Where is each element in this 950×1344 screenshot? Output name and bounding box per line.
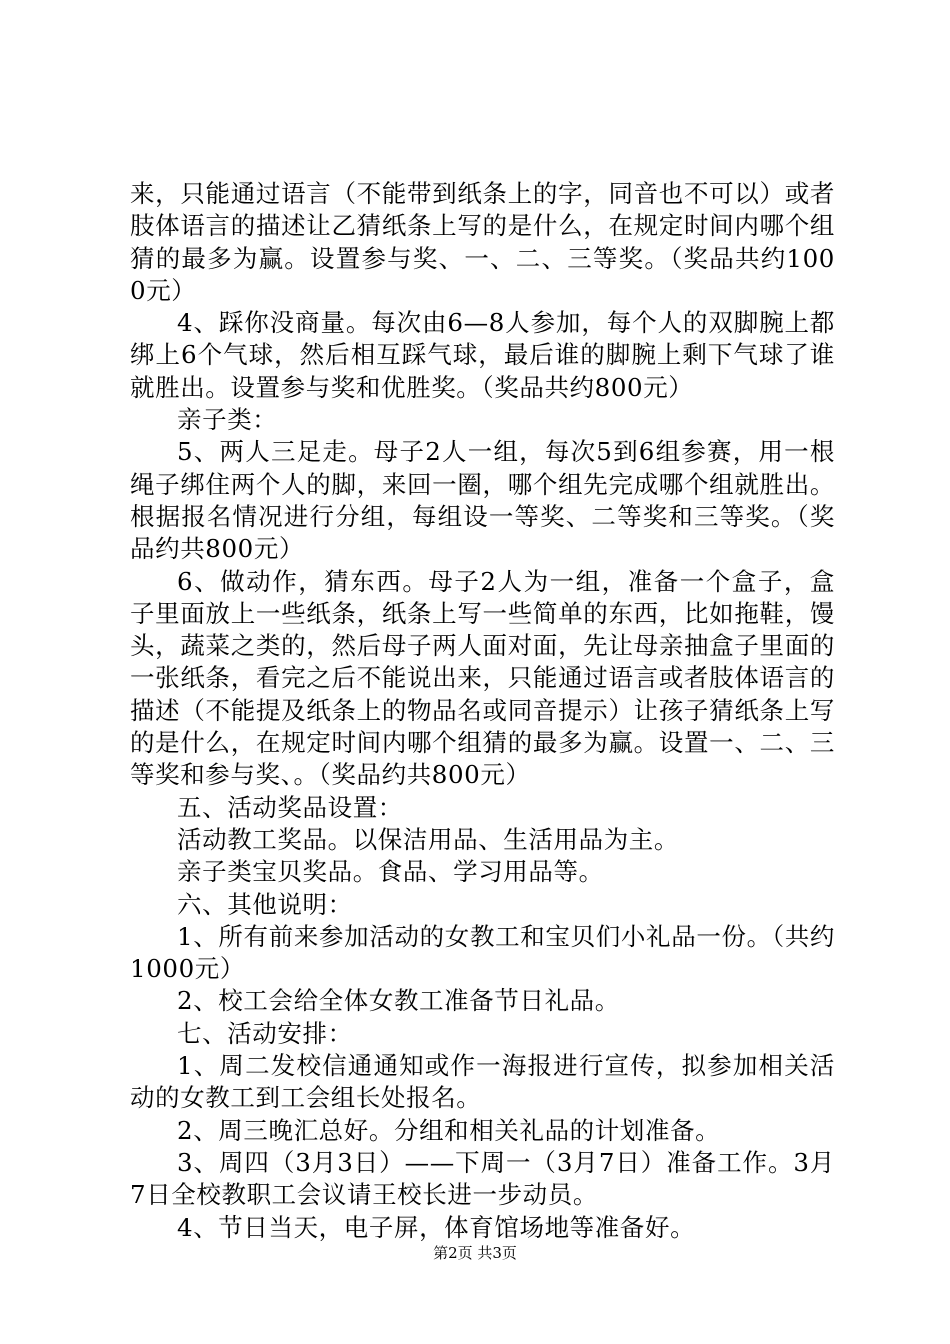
paragraph-16: 4、节日当天，电子屏，体育馆场地等准备好。 <box>177 1212 696 1242</box>
paragraph-11: 2、校工会给全体女教工准备节日礼品。 <box>177 986 620 1016</box>
document-body <box>130 178 835 1244</box>
paragraph-13: 1、周二发校信通通知或作一海报进行宣传，拟参加相关活动的女教工到工会组长处报名。 <box>130 1051 835 1113</box>
paragraph-4: 5、两人三足走。母子2人一组，每次5到6组参赛，用一根绳子绑住两个人的脚，来回一圈，哪个组先完成哪个组就胜出。根据报名情况进行分组，每组设一等奖、二等奖和三等奖。（奖品约共800元） <box>130 437 835 564</box>
paragraph-12: 七、活动安排： <box>177 1018 353 1048</box>
paragraph-9: 六、其他说明： <box>177 889 353 919</box>
page-number-label: 第2页 共3页 <box>433 1244 517 1262</box>
paragraph-3: 亲子类： <box>177 405 278 435</box>
paragraph-14: 2、周三晚汇总好。分组和相关礼品的计划准备。 <box>177 1115 721 1145</box>
paragraph-8: 亲子类宝贝奖品。食品、学习用品等。 <box>177 857 604 887</box>
paragraph-5: 6、做动作，猜东西。母子2人为一组，准备一个盒子，盒子里面放上一些纸条，纸条上写一些简单的东西，比如拖鞋，馒头，蔬菜之类的，然后母子两人面对面，先让母亲抽盒子里面的一张纸条，看完之后不能说出来，只能通过语言或者肢体语言的描述（不能提及纸条上的物品名或同音提示）让孩子猜纸条上写的是什么，在规定时间内哪个组猜的最多为赢。设置一、二、三等奖和参与奖、。（奖品约共800元） <box>130 566 835 790</box>
paragraph-1: 来，只能通过语言（不能带到纸条上的字，同音也不可以）或者肢体语言的描述让乙猜纸条上写的是什么，在规定时间内哪个组猜的最多为赢。设置参与奖、一、二、三等奖。（奖品共约1000元） <box>130 179 835 305</box>
paragraph-10: 1、所有前来参加活动的女教工和宝贝们小礼品一份。（共约1000元） <box>130 921 835 984</box>
paragraph-6: 五、活动奖品设置： <box>177 792 403 822</box>
page-footer <box>0 1243 950 1263</box>
paragraph-15: 3、周四（3月3日）——下周一（3月7日）准备工作。3月7日全校教职工会议请王校长进一步动员。 <box>130 1147 835 1210</box>
paragraph-2: 4、踩你没商量。每次由6—8人参加，每个人的双脚腕上都绑上6个气球，然后相互踩气球，最后谁的脚腕上剩下气球了谁就胜出。设置参与奖和优胜奖。（奖品共约800元） <box>130 308 835 402</box>
paragraph-7: 活动教工奖品。以保洁用品、生活用品为主。 <box>177 824 679 854</box>
